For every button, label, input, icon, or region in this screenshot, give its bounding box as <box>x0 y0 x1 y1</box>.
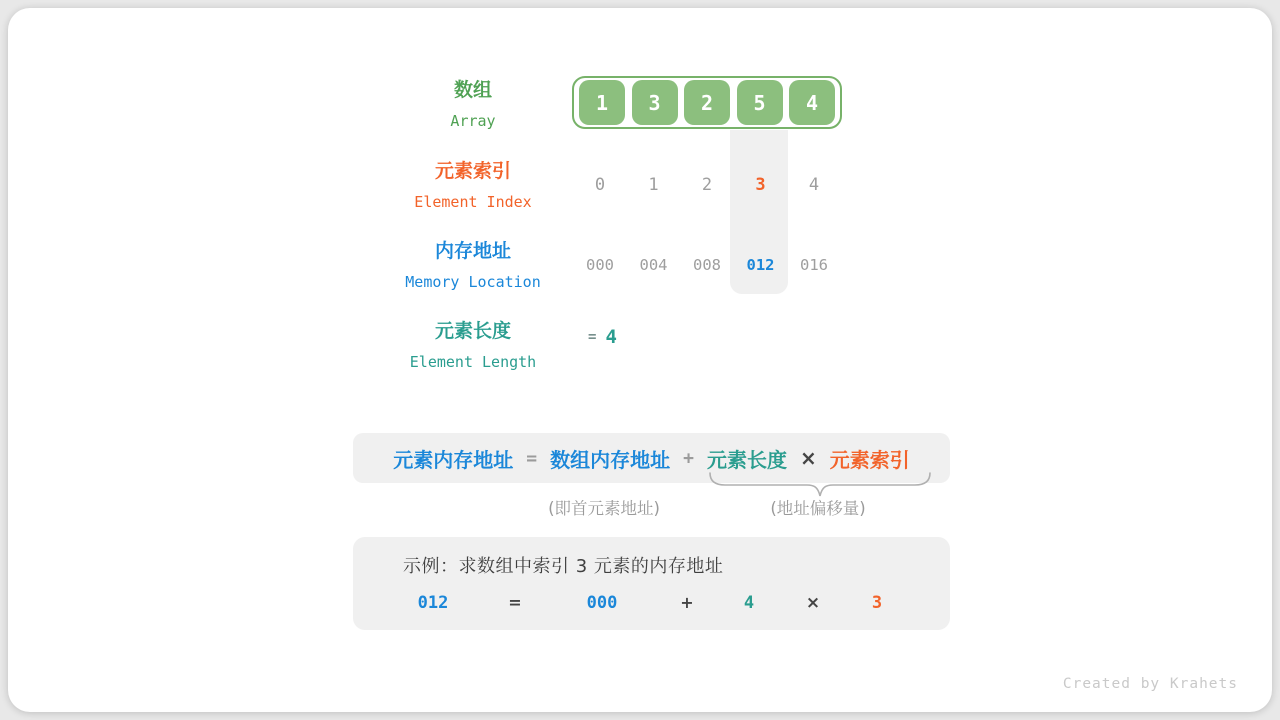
element-length-value <box>588 326 617 348</box>
memory-value: 004 <box>639 256 668 274</box>
array-cell: 4 <box>789 80 835 125</box>
example-index: 3 <box>871 593 883 613</box>
array-cell: 3 <box>632 80 678 125</box>
index-value-highlighted: 3 <box>755 175 766 195</box>
example-title: 示例：求数组中索引 3 元素的内存地址 <box>403 556 724 577</box>
equals-sign: = <box>588 329 597 345</box>
formula-equals: = <box>526 447 538 469</box>
index-label-en: Element Index <box>414 193 532 211</box>
memory-value-highlighted: 012 <box>746 256 775 274</box>
memory-value: 000 <box>586 256 614 274</box>
memory-location-row <box>572 256 842 275</box>
length-value: 4 <box>605 326 617 348</box>
array-label-en: Array <box>450 112 496 130</box>
array-cell: 1 <box>579 80 625 125</box>
length-label-zh: 元素长度 <box>434 320 511 342</box>
length-label-en: Element Length <box>409 353 537 371</box>
example-length: 4 <box>743 593 755 613</box>
memory-value: 008 <box>693 256 721 274</box>
memory-label-zh: 内存地址 <box>434 240 511 262</box>
formula-multiply: × <box>799 446 817 470</box>
index-value: 4 <box>808 175 820 195</box>
example-multiply: × <box>805 593 821 613</box>
formula-term-element-length: 元素长度 <box>706 447 787 472</box>
formula-term-element-address: 元素内存地址 <box>393 447 514 472</box>
credit-text: Created by Krahets <box>1062 676 1238 692</box>
note-first-element-address: (即首元素地址) <box>548 499 660 518</box>
example-base-address: 000 <box>586 593 618 613</box>
array-cell: 2 <box>684 80 730 125</box>
note-address-offset: (地址偏移量) <box>770 499 866 518</box>
array-label-zh: 数组 <box>453 79 492 101</box>
example-box <box>353 537 950 630</box>
index-value: 1 <box>648 175 659 195</box>
example-result-address: 012 <box>417 593 449 613</box>
formula-plus: + <box>683 447 694 469</box>
index-label-zh: 元素索引 <box>434 160 511 182</box>
example-plus: + <box>680 593 694 612</box>
formula-term-element-index: 元素索引 <box>829 447 910 472</box>
array-container <box>572 76 842 129</box>
memory-value: 016 <box>800 256 828 274</box>
memory-label-en: Memory Location <box>405 273 541 291</box>
formula-term-array-address: 数组内存地址 <box>550 447 671 472</box>
index-value: 2 <box>701 175 713 195</box>
element-index-row <box>572 175 842 196</box>
example-equals: = <box>508 593 522 612</box>
index-value: 0 <box>594 175 606 195</box>
array-cell-highlighted: 5 <box>737 80 783 125</box>
